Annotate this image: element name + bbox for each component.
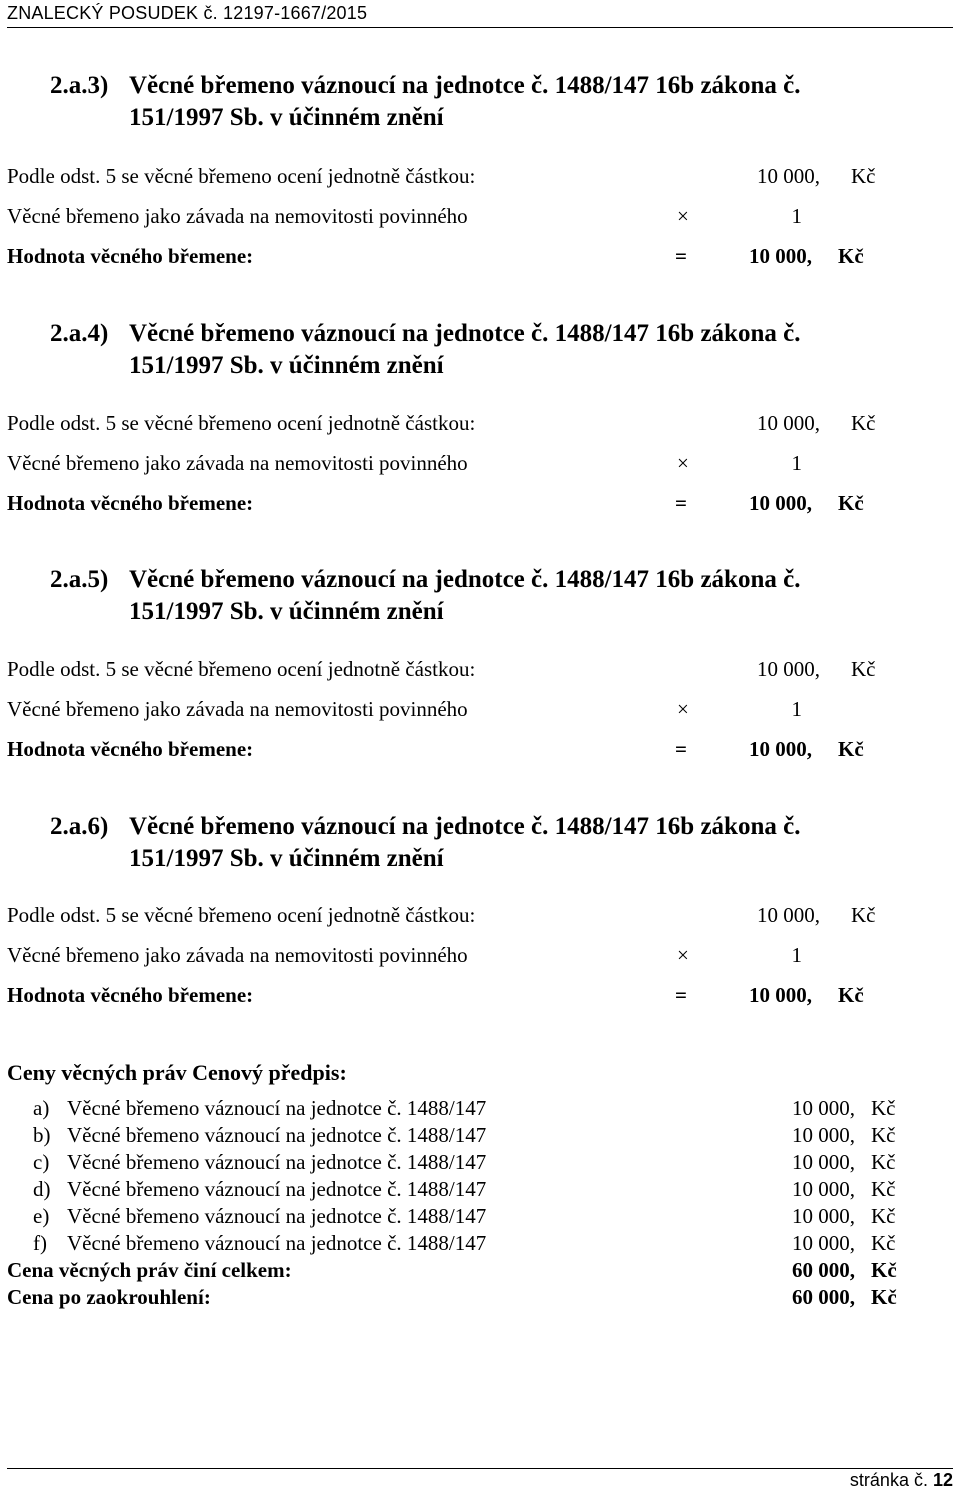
multiply-sign: × [677,697,689,721]
summary-item-label: Věcné břemeno váznoucí na jednotce č. 1488/147 [67,1177,487,1201]
summary-item-value: 10 000, [792,1096,855,1120]
summary-item-label: Věcné břemeno váznoucí na jednotce č. 1488/147 [67,1150,487,1174]
summary-rounded-unit: Kč [871,1285,897,1309]
row-label: Věcné břemeno jako závada na nemovitosti povinného [7,451,468,475]
row-label: Podle odst. 5 se věcné břemeno ocení jednotně částkou: [7,411,476,435]
section-number: 2.a.3) [50,72,109,99]
page-label: stránka č. [849,1470,928,1490]
row-label: Podle odst. 5 se věcné břemeno ocení jednotně částkou: [7,164,476,188]
summary-item-value: 10 000, [792,1123,855,1147]
header-rule [7,27,953,28]
multiply-sign: × [677,943,689,967]
summary-item-label: Věcné břemeno váznoucí na jednotce č. 1488/147 [67,1096,487,1120]
summary-total-value: 60 000, [792,1258,855,1282]
row-unit: Kč [851,657,876,681]
section-title-cont: 151/1997 Sb. v účinném znění [129,104,444,131]
row-label: Podle odst. 5 se věcné břemeno ocení jednotně částkou: [7,657,476,681]
section-title-cont: 151/1997 Sb. v účinném znění [129,845,444,872]
summary-item-letter: c) [33,1150,50,1174]
row-label: Hodnota věcného břemene: [7,737,254,761]
row-unit: Kč [838,244,864,268]
summary-item-letter: d) [33,1177,51,1201]
row-label: Hodnota věcného břemene: [7,491,254,515]
summary-item-value: 10 000, [792,1150,855,1174]
row-label: Podle odst. 5 se věcné břemeno ocení jednotně částkou: [7,903,476,927]
summary-item-value: 10 000, [792,1204,855,1228]
row-label: Hodnota věcného břemene: [7,244,254,268]
summary-item-letter: f) [33,1231,47,1255]
equals-sign: = [675,491,687,515]
summary-rounded-label: Cena po zaokrouhlení: [7,1285,211,1309]
equals-sign: = [675,983,687,1007]
summary-item-unit: Kč [871,1231,896,1255]
summary-heading: Ceny věcných práv Cenový předpis: [7,1060,347,1085]
footer-rule [7,1468,953,1469]
row-total-value: 10 000, [749,244,812,268]
row-label: Věcné břemeno jako závada na nemovitosti povinného [7,697,468,721]
section-title: Věcné břemeno váznoucí na jednotce č. 1488/147 16b zákona č. [129,72,801,99]
row-total-value: 10 000, [749,737,812,761]
page-indicator [850,1470,953,1491]
row-value: 10 000, [757,411,820,435]
row-value: 10 000, [757,657,820,681]
row-total-value: 10 000, [749,983,812,1007]
row-label: Věcné břemeno jako závada na nemovitosti povinného [7,943,468,967]
section-title-cont: 151/1997 Sb. v účinném znění [129,598,444,625]
section-title: Věcné břemeno váznoucí na jednotce č. 1488/147 16b zákona č. [129,813,801,840]
summary-item-value: 10 000, [792,1177,855,1201]
row-value: 10 000, [757,164,820,188]
summary-item-unit: Kč [871,1096,896,1120]
section-title-cont: 151/1997 Sb. v účinném znění [129,352,444,379]
summary-item-label: Věcné břemeno váznoucí na jednotce č. 1488/147 [67,1231,487,1255]
equals-sign: = [675,244,687,268]
row-unit: Kč [838,737,864,761]
summary-item-unit: Kč [871,1204,896,1228]
summary-total-label: Cena věcných práv činí celkem: [7,1258,292,1282]
row-value: 1 [791,697,802,721]
multiply-sign: × [677,204,689,228]
multiply-sign: × [677,451,689,475]
row-unit: Kč [851,903,876,927]
summary-item-unit: Kč [871,1150,896,1174]
page-number: 12 [932,1470,953,1490]
row-label: Věcné břemeno jako závada na nemovitosti povinného [7,204,468,228]
section-title: Věcné břemeno váznoucí na jednotce č. 1488/147 16b zákona č. [129,566,801,593]
row-value: 10 000, [757,903,820,927]
summary-item-value: 10 000, [792,1231,855,1255]
document-header: ZNALECKÝ POSUDEK č. 12197-1667/2015 [7,3,368,23]
summary-item-letter: a) [33,1096,50,1120]
equals-sign: = [675,737,687,761]
section-number: 2.a.5) [50,566,109,593]
row-label: Hodnota věcného břemene: [7,983,254,1007]
summary-item-label: Věcné břemeno váznoucí na jednotce č. 1488/147 [67,1123,487,1147]
summary-rounded-value: 60 000, [792,1285,855,1309]
row-value: 1 [791,943,802,967]
row-value: 1 [791,204,802,228]
summary-item-unit: Kč [871,1123,896,1147]
row-unit: Kč [851,411,876,435]
row-unit: Kč [851,164,876,188]
row-unit: Kč [838,983,864,1007]
row-unit: Kč [838,491,864,515]
summary-total-unit: Kč [871,1258,897,1282]
summary-item-label: Věcné břemeno váznoucí na jednotce č. 1488/147 [67,1204,487,1228]
summary-item-letter: e) [33,1204,50,1228]
row-value: 1 [791,451,802,475]
section-number: 2.a.6) [50,813,109,840]
section-number: 2.a.4) [50,320,109,347]
summary-item-unit: Kč [871,1177,896,1201]
summary-item-letter: b) [33,1123,51,1147]
section-title: Věcné břemeno váznoucí na jednotce č. 1488/147 16b zákona č. [129,320,801,347]
row-total-value: 10 000, [749,491,812,515]
